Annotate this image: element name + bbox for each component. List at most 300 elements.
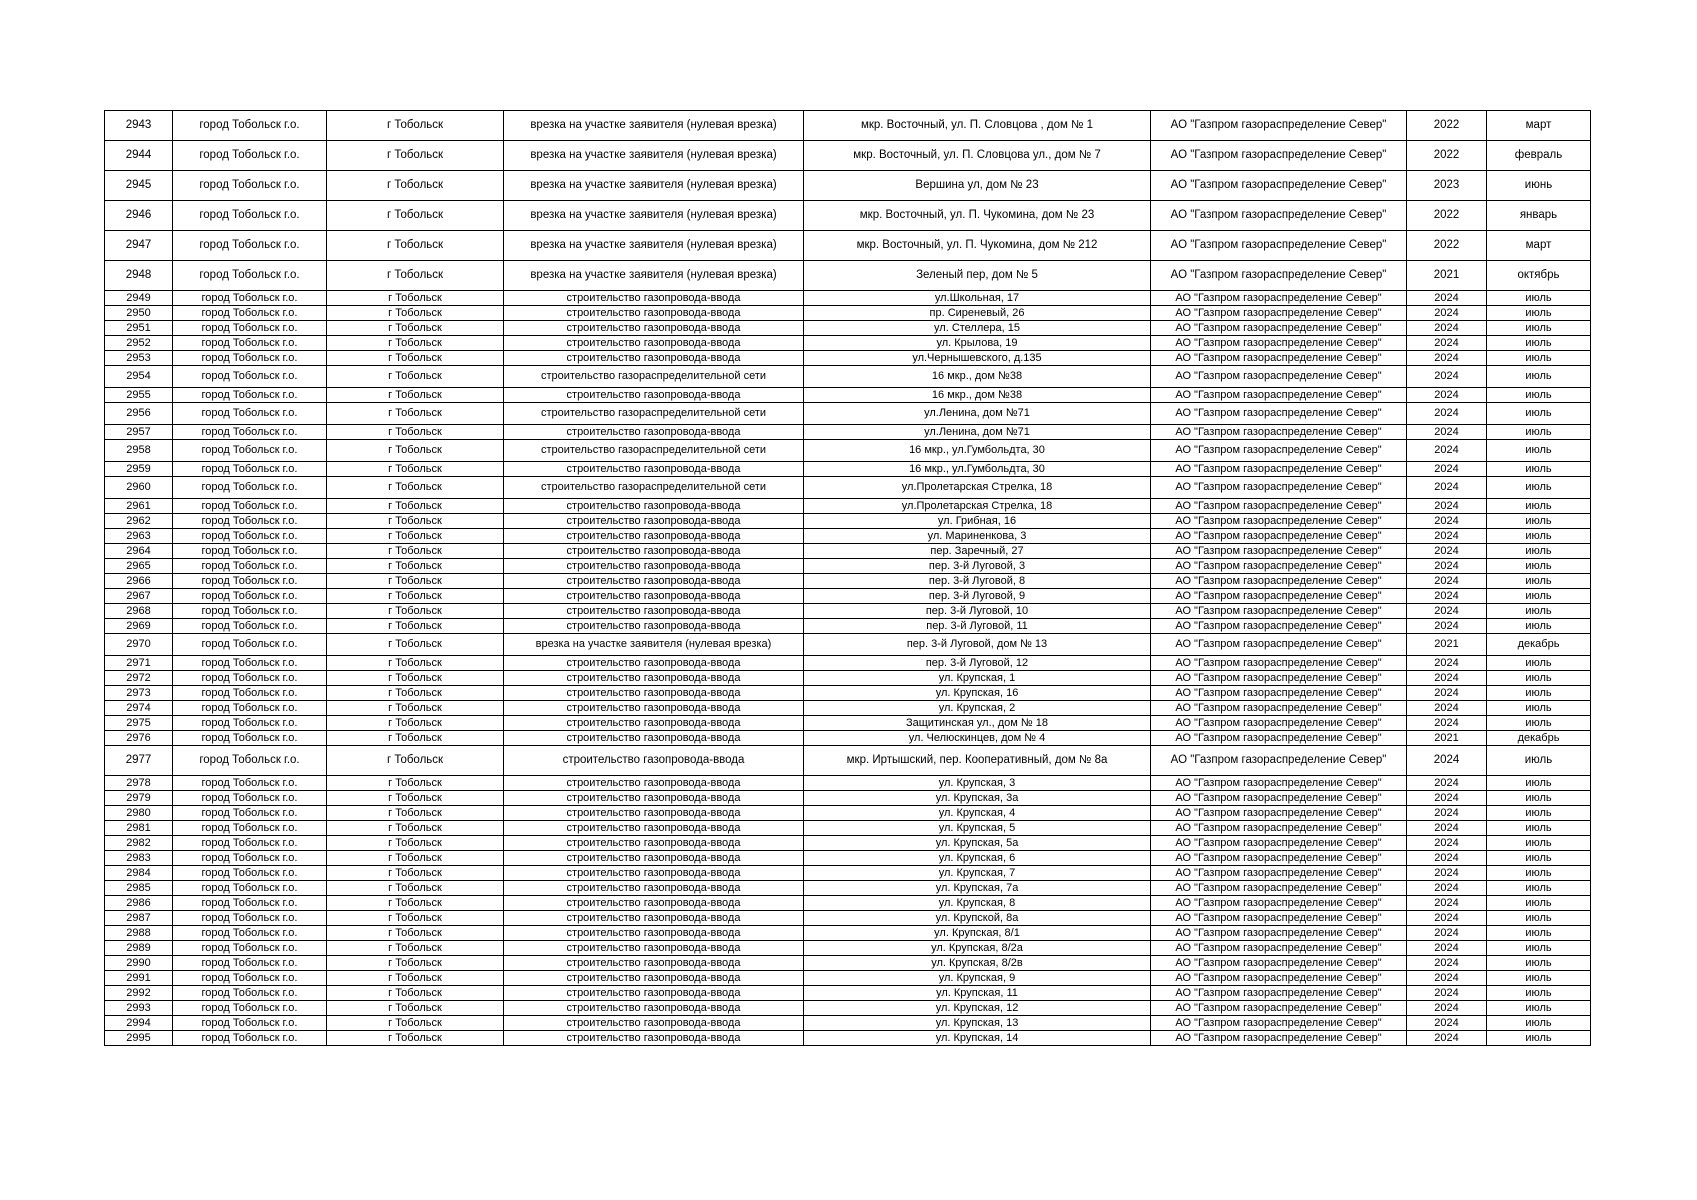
cell-year: 2024 xyxy=(1407,896,1487,911)
cell-year: 2021 xyxy=(1407,261,1487,291)
cell-address: ул. Крупской, 8а xyxy=(804,911,1151,926)
cell-settlement: г Тобольск xyxy=(327,388,504,403)
cell-settlement: г Тобольск xyxy=(327,671,504,686)
cell-number: 2960 xyxy=(105,477,173,499)
cell-month: июль xyxy=(1487,686,1591,701)
cell-settlement: г Тобольск xyxy=(327,746,504,776)
cell-municipality: город Тобольск г.о. xyxy=(173,559,327,574)
cell-year: 2024 xyxy=(1407,821,1487,836)
cell-settlement: г Тобольск xyxy=(327,806,504,821)
cell-year: 2024 xyxy=(1407,559,1487,574)
table-body xyxy=(105,111,1591,1046)
cell-year: 2024 xyxy=(1407,671,1487,686)
table-row xyxy=(105,231,1591,261)
cell-year: 2024 xyxy=(1407,388,1487,403)
cell-municipality: город Тобольск г.о. xyxy=(173,731,327,746)
cell-organization: АО "Газпром газораспределение Север" xyxy=(1151,171,1407,201)
cell-year: 2024 xyxy=(1407,291,1487,306)
cell-work-type: строительство газопровода-ввода xyxy=(504,851,804,866)
cell-address: 16 мкр., ул.Гумбольдта, 30 xyxy=(804,440,1151,462)
cell-month: июль xyxy=(1487,499,1591,514)
table-row xyxy=(105,1001,1591,1016)
cell-month: июль xyxy=(1487,941,1591,956)
cell-municipality: город Тобольск г.о. xyxy=(173,336,327,351)
cell-number: 2988 xyxy=(105,926,173,941)
cell-address: пер. 3-й Луговой, 8 xyxy=(804,574,1151,589)
cell-month: март xyxy=(1487,111,1591,141)
cell-organization: АО "Газпром газораспределение Север" xyxy=(1151,941,1407,956)
cell-number: 2970 xyxy=(105,634,173,656)
cell-number: 2963 xyxy=(105,529,173,544)
cell-organization: АО "Газпром газораспределение Север" xyxy=(1151,896,1407,911)
cell-work-type: строительство газопровода-ввода xyxy=(504,911,804,926)
cell-number: 2977 xyxy=(105,746,173,776)
cell-month: июль xyxy=(1487,776,1591,791)
cell-year: 2022 xyxy=(1407,231,1487,261)
cell-number: 2971 xyxy=(105,656,173,671)
cell-number: 2969 xyxy=(105,619,173,634)
cell-work-type: строительство газопровода-ввода xyxy=(504,306,804,321)
cell-municipality: город Тобольск г.о. xyxy=(173,440,327,462)
cell-organization: АО "Газпром газораспределение Север" xyxy=(1151,403,1407,425)
cell-settlement: г Тобольск xyxy=(327,971,504,986)
cell-year: 2024 xyxy=(1407,440,1487,462)
cell-municipality: город Тобольск г.о. xyxy=(173,806,327,821)
cell-organization: АО "Газпром газораспределение Север" xyxy=(1151,634,1407,656)
cell-organization: АО "Газпром газораспределение Север" xyxy=(1151,201,1407,231)
table-row xyxy=(105,791,1591,806)
cell-municipality: город Тобольск г.о. xyxy=(173,291,327,306)
cell-settlement: г Тобольск xyxy=(327,306,504,321)
cell-number: 2952 xyxy=(105,336,173,351)
cell-number: 2979 xyxy=(105,791,173,806)
cell-number: 2943 xyxy=(105,111,173,141)
cell-work-type: строительство газораспределительной сети xyxy=(504,477,804,499)
cell-number: 2966 xyxy=(105,574,173,589)
cell-year: 2024 xyxy=(1407,604,1487,619)
cell-municipality: город Тобольск г.о. xyxy=(173,686,327,701)
cell-month: июль xyxy=(1487,956,1591,971)
cell-organization: АО "Газпром газораспределение Север" xyxy=(1151,589,1407,604)
cell-year: 2024 xyxy=(1407,403,1487,425)
cell-address: 16 мкр., дом №38 xyxy=(804,366,1151,388)
cell-municipality: город Тобольск г.о. xyxy=(173,896,327,911)
cell-number: 2964 xyxy=(105,544,173,559)
table-row xyxy=(105,440,1591,462)
cell-municipality: город Тобольск г.о. xyxy=(173,619,327,634)
cell-organization: АО "Газпром газораспределение Север" xyxy=(1151,351,1407,366)
cell-municipality: город Тобольск г.о. xyxy=(173,261,327,291)
cell-work-type: строительство газораспределительной сети xyxy=(504,440,804,462)
table-row xyxy=(105,986,1591,1001)
cell-settlement: г Тобольск xyxy=(327,111,504,141)
cell-number: 2982 xyxy=(105,836,173,851)
cell-number: 2992 xyxy=(105,986,173,1001)
cell-month: июль xyxy=(1487,321,1591,336)
cell-work-type: строительство газопровода-ввода xyxy=(504,388,804,403)
cell-work-type: строительство газопровода-ввода xyxy=(504,336,804,351)
cell-work-type: строительство газопровода-ввода xyxy=(504,1001,804,1016)
cell-settlement: г Тобольск xyxy=(327,716,504,731)
cell-work-type: врезка на участке заявителя (нулевая врезка) xyxy=(504,261,804,291)
cell-settlement: г Тобольск xyxy=(327,559,504,574)
cell-work-type: врезка на участке заявителя (нулевая врезка) xyxy=(504,171,804,201)
cell-settlement: г Тобольск xyxy=(327,776,504,791)
cell-work-type: строительство газопровода-ввода xyxy=(504,896,804,911)
cell-address: ул. Крупская, 7 xyxy=(804,866,1151,881)
cell-month: июль xyxy=(1487,462,1591,477)
cell-address: пер. 3-й Луговой, дом № 13 xyxy=(804,634,1151,656)
cell-year: 2024 xyxy=(1407,321,1487,336)
table-row xyxy=(105,514,1591,529)
cell-year: 2024 xyxy=(1407,499,1487,514)
cell-municipality: город Тобольск г.о. xyxy=(173,866,327,881)
table-row xyxy=(105,671,1591,686)
cell-municipality: город Тобольск г.о. xyxy=(173,462,327,477)
cell-address: мкр. Восточный, ул. П. Чукомина, дом № 212 xyxy=(804,231,1151,261)
cell-work-type: врезка на участке заявителя (нулевая врезка) xyxy=(504,141,804,171)
cell-settlement: г Тобольск xyxy=(327,821,504,836)
cell-month: июль xyxy=(1487,477,1591,499)
table-row xyxy=(105,574,1591,589)
cell-organization: АО "Газпром газораспределение Север" xyxy=(1151,544,1407,559)
table-row xyxy=(105,261,1591,291)
cell-year: 2024 xyxy=(1407,716,1487,731)
table-row xyxy=(105,477,1591,499)
table-row xyxy=(105,656,1591,671)
cell-year: 2024 xyxy=(1407,366,1487,388)
cell-month: июль xyxy=(1487,701,1591,716)
cell-address: Вершина ул, дом № 23 xyxy=(804,171,1151,201)
cell-year: 2021 xyxy=(1407,634,1487,656)
cell-address: ул. Крупская, 5а xyxy=(804,836,1151,851)
cell-number: 2949 xyxy=(105,291,173,306)
cell-month: июль xyxy=(1487,589,1591,604)
cell-organization: АО "Газпром газораспределение Север" xyxy=(1151,671,1407,686)
table-row xyxy=(105,971,1591,986)
table-row xyxy=(105,701,1591,716)
cell-organization: АО "Газпром газораспределение Север" xyxy=(1151,701,1407,716)
cell-year: 2024 xyxy=(1407,351,1487,366)
cell-municipality: город Тобольск г.о. xyxy=(173,306,327,321)
cell-municipality: город Тобольск г.о. xyxy=(173,776,327,791)
cell-municipality: город Тобольск г.о. xyxy=(173,656,327,671)
cell-number: 2956 xyxy=(105,403,173,425)
cell-year: 2024 xyxy=(1407,477,1487,499)
cell-municipality: город Тобольск г.о. xyxy=(173,1001,327,1016)
cell-work-type: строительство газопровода-ввода xyxy=(504,956,804,971)
cell-municipality: город Тобольск г.о. xyxy=(173,111,327,141)
table-row xyxy=(105,619,1591,634)
table-row xyxy=(105,529,1591,544)
cell-address: ул. Крупская, 8 xyxy=(804,896,1151,911)
cell-address: ул. Крупская, 11 xyxy=(804,986,1151,1001)
cell-number: 2976 xyxy=(105,731,173,746)
cell-organization: АО "Газпром газораспределение Север" xyxy=(1151,261,1407,291)
cell-address: ул. Крупская, 3 xyxy=(804,776,1151,791)
cell-municipality: город Тобольск г.о. xyxy=(173,986,327,1001)
cell-organization: АО "Газпром газораспределение Север" xyxy=(1151,477,1407,499)
cell-organization: АО "Газпром газораспределение Север" xyxy=(1151,514,1407,529)
cell-month: июль xyxy=(1487,836,1591,851)
cell-number: 2984 xyxy=(105,866,173,881)
cell-address: пер. 3-й Луговой, 12 xyxy=(804,656,1151,671)
cell-month: июль xyxy=(1487,866,1591,881)
cell-address: ул.Школьная, 17 xyxy=(804,291,1151,306)
cell-work-type: строительство газопровода-ввода xyxy=(504,574,804,589)
cell-organization: АО "Газпром газораспределение Север" xyxy=(1151,111,1407,141)
cell-month: июнь xyxy=(1487,171,1591,201)
cell-month: июль xyxy=(1487,514,1591,529)
table-row xyxy=(105,896,1591,911)
cell-settlement: г Тобольск xyxy=(327,926,504,941)
cell-settlement: г Тобольск xyxy=(327,1031,504,1046)
cell-year: 2024 xyxy=(1407,881,1487,896)
table-row xyxy=(105,821,1591,836)
cell-settlement: г Тобольск xyxy=(327,201,504,231)
cell-number: 2989 xyxy=(105,941,173,956)
cell-settlement: г Тобольск xyxy=(327,619,504,634)
cell-settlement: г Тобольск xyxy=(327,851,504,866)
cell-settlement: г Тобольск xyxy=(327,231,504,261)
cell-number: 2972 xyxy=(105,671,173,686)
cell-organization: АО "Газпром газораспределение Север" xyxy=(1151,791,1407,806)
cell-number: 2995 xyxy=(105,1031,173,1046)
cell-number: 2947 xyxy=(105,231,173,261)
table-row xyxy=(105,836,1591,851)
cell-settlement: г Тобольск xyxy=(327,366,504,388)
cell-organization: АО "Газпром газораспределение Север" xyxy=(1151,971,1407,986)
cell-settlement: г Тобольск xyxy=(327,956,504,971)
cell-organization: АО "Газпром газораспределение Север" xyxy=(1151,321,1407,336)
cell-organization: АО "Газпром газораспределение Север" xyxy=(1151,619,1407,634)
table-row xyxy=(105,544,1591,559)
cell-work-type: строительство газопровода-ввода xyxy=(504,776,804,791)
cell-municipality: город Тобольск г.о. xyxy=(173,589,327,604)
cell-settlement: г Тобольск xyxy=(327,589,504,604)
cell-address: ул. Крылова, 19 xyxy=(804,336,1151,351)
table-row xyxy=(105,806,1591,821)
cell-year: 2021 xyxy=(1407,731,1487,746)
cell-address: мкр. Восточный, ул. П. Словцова , дом № 1 xyxy=(804,111,1151,141)
cell-address: ул. Грибная, 16 xyxy=(804,514,1151,529)
cell-year: 2024 xyxy=(1407,746,1487,776)
cell-organization: АО "Газпром газораспределение Север" xyxy=(1151,336,1407,351)
cell-month: октябрь xyxy=(1487,261,1591,291)
cell-organization: АО "Газпром газораспределение Север" xyxy=(1151,851,1407,866)
table-row xyxy=(105,604,1591,619)
table-row xyxy=(105,111,1591,141)
cell-work-type: строительство газопровода-ввода xyxy=(504,881,804,896)
cell-address: пер. 3-й Луговой, 3 xyxy=(804,559,1151,574)
cell-month: июль xyxy=(1487,604,1591,619)
table-row xyxy=(105,425,1591,440)
cell-work-type: строительство газопровода-ввода xyxy=(504,866,804,881)
table-row xyxy=(105,306,1591,321)
cell-municipality: город Тобольск г.о. xyxy=(173,171,327,201)
cell-address: Защитинская ул., дом № 18 xyxy=(804,716,1151,731)
cell-settlement: г Тобольск xyxy=(327,321,504,336)
cell-organization: АО "Газпром газораспределение Север" xyxy=(1151,881,1407,896)
table-row xyxy=(105,559,1591,574)
cell-month: июль xyxy=(1487,1001,1591,1016)
cell-organization: АО "Газпром газораспределение Север" xyxy=(1151,656,1407,671)
cell-work-type: строительство газораспределительной сети xyxy=(504,403,804,425)
cell-work-type: строительство газопровода-ввода xyxy=(504,701,804,716)
cell-number: 2981 xyxy=(105,821,173,836)
cell-month: июль xyxy=(1487,366,1591,388)
cell-municipality: город Тобольск г.о. xyxy=(173,231,327,261)
cell-month: июль xyxy=(1487,671,1591,686)
cell-year: 2024 xyxy=(1407,306,1487,321)
cell-work-type: строительство газопровода-ввода xyxy=(504,686,804,701)
table-row xyxy=(105,1031,1591,1046)
cell-address: пер. 3-й Луговой, 10 xyxy=(804,604,1151,619)
cell-number: 2953 xyxy=(105,351,173,366)
cell-number: 2957 xyxy=(105,425,173,440)
cell-organization: АО "Газпром газораспределение Север" xyxy=(1151,529,1407,544)
cell-settlement: г Тобольск xyxy=(327,403,504,425)
cell-address: ул. Стеллера, 15 xyxy=(804,321,1151,336)
cell-year: 2024 xyxy=(1407,656,1487,671)
cell-municipality: город Тобольск г.о. xyxy=(173,366,327,388)
table-row xyxy=(105,881,1591,896)
cell-settlement: г Тобольск xyxy=(327,686,504,701)
cell-municipality: город Тобольск г.о. xyxy=(173,956,327,971)
cell-address: ул. Крупская, 16 xyxy=(804,686,1151,701)
table-row xyxy=(105,866,1591,881)
cell-address: ул. Крупская, 7а xyxy=(804,881,1151,896)
cell-municipality: город Тобольск г.о. xyxy=(173,403,327,425)
cell-work-type: строительство газопровода-ввода xyxy=(504,806,804,821)
cell-month: июль xyxy=(1487,529,1591,544)
cell-municipality: город Тобольск г.о. xyxy=(173,514,327,529)
cell-work-type: строительство газопровода-ввода xyxy=(504,514,804,529)
cell-address: пр. Сиреневый, 26 xyxy=(804,306,1151,321)
table-row xyxy=(105,956,1591,971)
cell-address: Зеленый пер, дом № 5 xyxy=(804,261,1151,291)
cell-organization: АО "Газпром газораспределение Север" xyxy=(1151,956,1407,971)
cell-organization: АО "Газпром газораспределение Север" xyxy=(1151,686,1407,701)
cell-work-type: строительство газопровода-ввода xyxy=(504,499,804,514)
table-row xyxy=(105,388,1591,403)
cell-month: июль xyxy=(1487,896,1591,911)
cell-municipality: город Тобольск г.о. xyxy=(173,671,327,686)
table-row xyxy=(105,201,1591,231)
cell-address: ул. Крупская, 13 xyxy=(804,1016,1151,1031)
cell-work-type: строительство газопровода-ввода xyxy=(504,671,804,686)
cell-municipality: город Тобольск г.о. xyxy=(173,836,327,851)
cell-work-type: строительство газопровода-ввода xyxy=(504,529,804,544)
cell-address: ул. Крупская, 8/2а xyxy=(804,941,1151,956)
cell-address: ул. Челюскинцев, дом № 4 xyxy=(804,731,1151,746)
cell-month: июль xyxy=(1487,971,1591,986)
cell-month: июль xyxy=(1487,574,1591,589)
cell-year: 2024 xyxy=(1407,956,1487,971)
cell-municipality: город Тобольск г.о. xyxy=(173,574,327,589)
cell-organization: АО "Газпром газораспределение Север" xyxy=(1151,366,1407,388)
cell-year: 2024 xyxy=(1407,836,1487,851)
cell-organization: АО "Газпром газораспределение Север" xyxy=(1151,926,1407,941)
cell-settlement: г Тобольск xyxy=(327,291,504,306)
cell-year: 2024 xyxy=(1407,336,1487,351)
cell-month: июль xyxy=(1487,291,1591,306)
cell-work-type: строительство газопровода-ввода xyxy=(504,589,804,604)
cell-work-type: строительство газопровода-ввода xyxy=(504,656,804,671)
cell-settlement: г Тобольск xyxy=(327,462,504,477)
cell-number: 2973 xyxy=(105,686,173,701)
cell-year: 2024 xyxy=(1407,866,1487,881)
cell-month: июль xyxy=(1487,619,1591,634)
cell-municipality: город Тобольск г.о. xyxy=(173,321,327,336)
table-row xyxy=(105,926,1591,941)
cell-number: 2986 xyxy=(105,896,173,911)
cell-work-type: строительство газопровода-ввода xyxy=(504,731,804,746)
cell-address: 16 мкр., дом №38 xyxy=(804,388,1151,403)
cell-month: июль xyxy=(1487,911,1591,926)
cell-year: 2024 xyxy=(1407,1031,1487,1046)
cell-number: 2944 xyxy=(105,141,173,171)
cell-number: 2993 xyxy=(105,1001,173,1016)
cell-municipality: город Тобольск г.о. xyxy=(173,851,327,866)
table-row xyxy=(105,911,1591,926)
cell-year: 2024 xyxy=(1407,791,1487,806)
cell-work-type: строительство газопровода-ввода xyxy=(504,1031,804,1046)
cell-number: 2967 xyxy=(105,589,173,604)
cell-work-type: врезка на участке заявителя (нулевая врезка) xyxy=(504,634,804,656)
cell-municipality: город Тобольск г.о. xyxy=(173,716,327,731)
cell-work-type: строительство газопровода-ввода xyxy=(504,791,804,806)
table-row xyxy=(105,746,1591,776)
cell-year: 2023 xyxy=(1407,171,1487,201)
table-row xyxy=(105,499,1591,514)
cell-address: мкр. Восточный, ул. П. Словцова ул., дом № 7 xyxy=(804,141,1151,171)
cell-organization: АО "Газпром газораспределение Север" xyxy=(1151,716,1407,731)
cell-settlement: г Тобольск xyxy=(327,499,504,514)
cell-address: ул.Ленина, дом №71 xyxy=(804,425,1151,440)
cell-settlement: г Тобольск xyxy=(327,574,504,589)
cell-organization: АО "Газпром газораспределение Север" xyxy=(1151,425,1407,440)
cell-number: 2994 xyxy=(105,1016,173,1031)
cell-month: июль xyxy=(1487,926,1591,941)
table-row xyxy=(105,171,1591,201)
table-row xyxy=(105,731,1591,746)
cell-month: июль xyxy=(1487,656,1591,671)
cell-settlement: г Тобольск xyxy=(327,986,504,1001)
cell-work-type: строительство газораспределительной сети xyxy=(504,366,804,388)
table-row xyxy=(105,716,1591,731)
cell-year: 2024 xyxy=(1407,926,1487,941)
cell-number: 2951 xyxy=(105,321,173,336)
cell-organization: АО "Газпром газораспределение Север" xyxy=(1151,141,1407,171)
cell-municipality: город Тобольск г.о. xyxy=(173,201,327,231)
cell-organization: АО "Газпром газораспределение Север" xyxy=(1151,440,1407,462)
cell-work-type: строительство газопровода-ввода xyxy=(504,716,804,731)
cell-settlement: г Тобольск xyxy=(327,425,504,440)
cell-organization: АО "Газпром газораспределение Север" xyxy=(1151,776,1407,791)
cell-work-type: врезка на участке заявителя (нулевая врезка) xyxy=(504,201,804,231)
cell-settlement: г Тобольск xyxy=(327,261,504,291)
cell-settlement: г Тобольск xyxy=(327,529,504,544)
cell-organization: АО "Газпром газораспределение Север" xyxy=(1151,306,1407,321)
cell-organization: АО "Газпром газораспределение Север" xyxy=(1151,499,1407,514)
cell-work-type: строительство газопровода-ввода xyxy=(504,544,804,559)
cell-address: ул.Пролетарская Стрелка, 18 xyxy=(804,477,1151,499)
cell-year: 2024 xyxy=(1407,686,1487,701)
cell-settlement: г Тобольск xyxy=(327,881,504,896)
cell-number: 2950 xyxy=(105,306,173,321)
cell-settlement: г Тобольск xyxy=(327,896,504,911)
